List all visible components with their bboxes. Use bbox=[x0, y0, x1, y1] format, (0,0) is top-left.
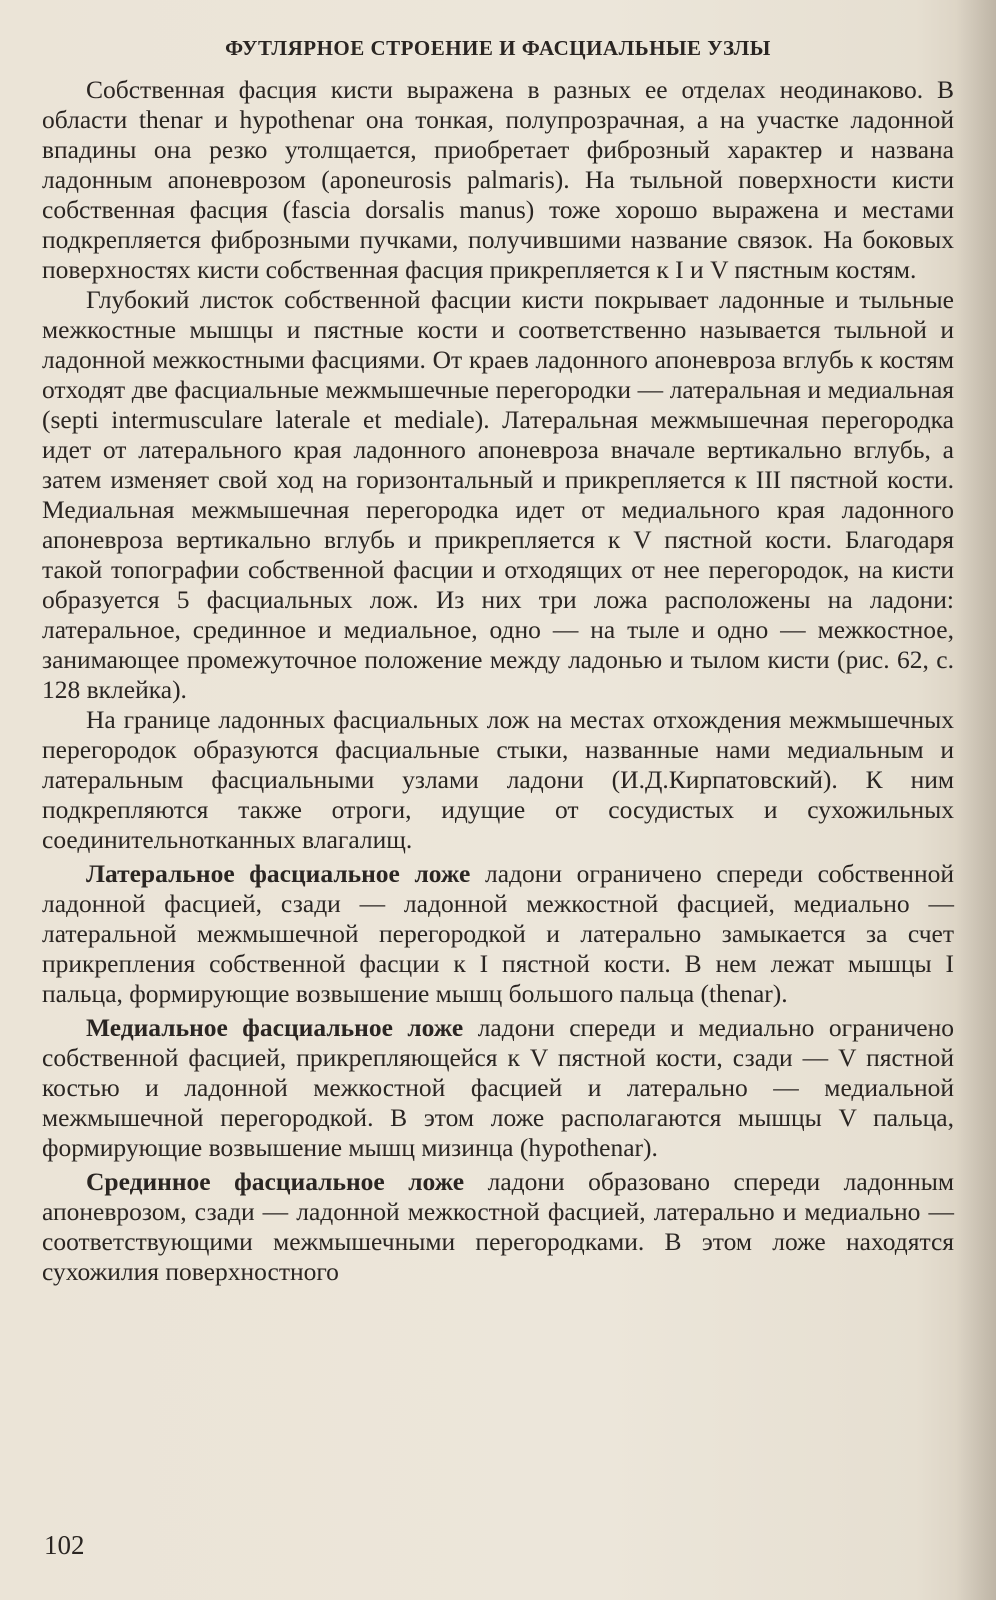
page-number: 102 bbox=[44, 1530, 85, 1560]
page-edge-shadow bbox=[956, 0, 996, 1600]
paragraph-2: Глубокий листок собственной фасции кисти покрывает ладонные и тыльные межкостные мышцы и пястные кости и соответственно называется тыльной и ладонной межкостными фасциями. От краев ладонного апоневроза вглубь к костям отходят две фасциальные межмышечные перегородки — латеральная и медиальная (septi intermusculare laterale et mediale). Латеральная межмышечная перегородка идет от латерального края ладонного апоневроза вначале вертикально вглубь, а затем изменяет свой ход на горизонтальный и прикрепляется к III пястной кости. Медиальная межмышечная перегородка идет от медиального края ладонного апоневроза вертикально вглубь и прикрепляется к V пястной кости. Благодаря такой топографии собственной фасции и отходящих от нее перегородок, на кисти образуется 5 фасциальных лож. Из них три ложа расположены на ладони: латеральное, срединное и медиальное, одно — на тыле и одно — межкостное, занимающее промежуточное положение между ладонью и тылом кисти (рис. 62, с. 128 вклейка). bbox=[42, 285, 954, 705]
paragraph-6 bbox=[42, 1167, 954, 1287]
paragraph-6-term: Срединное фасциальное ложе bbox=[86, 1167, 465, 1197]
paragraph-6-text: ладони образовано спереди ладонным апоневрозом, сзади — ладонной межкостной фасцией, латерально и медиально — соответствующими межмышечными перегородками. В этом ложе находятся сухожилия поверхностного bbox=[42, 1167, 954, 1287]
paragraph-4-text: ладони ограничено спереди собственной ладонной фасцией, сзади — ладонной межкостной фасцией, медиально — латеральной межмышечной перегородкой и латерально замыкается за счет прикрепления собственной фасции к I пястной кости. В нем лежат мышцы I пальца, формирующие возвышение мышц большого пальца (thenar). bbox=[42, 859, 954, 1009]
paragraph-5-term: Медиальное фасциальное ложе bbox=[86, 1013, 464, 1043]
paragraph-4 bbox=[42, 859, 954, 1009]
paragraph-5-text: ладони спереди и медиально ограничено собственной фасцией, прикрепляющейся к V пястной кости, сзади — V пястной костью и ладонной межкостной фасцией и латерально — медиальной межмышечной перегородкой. В этом ложе располагаются мышцы V пальца, формирующие возвышение мышц мизинца (hypothenar). bbox=[42, 1013, 954, 1163]
paragraph-5 bbox=[42, 1013, 954, 1163]
section-heading: ФУТЛЯРНОЕ СТРОЕНИЕ И ФАСЦИАЛЬНЫЕ УЗЛЫ bbox=[225, 36, 771, 60]
page-content bbox=[42, 36, 954, 1287]
paragraph-3: На границе ладонных фасциальных лож на местах отхождения межмышечных перегородок образуются фасциальные стыки, названные нами медиальным и латеральным фасциальными узлами ладони (И.Д.Кирпатовский). К ним подкрепляются также отроги, идущие от сосудистых и сухожильных соединительнотканных влагалищ. bbox=[42, 705, 954, 855]
paragraph-1: Собственная фасция кисти выражена в разных ее отделах неодинаково. В области thenar и hypothenar она тонкая, полупрозрачная, а на участке ладонной впадины она резко утолщается, приобретает фиброзный характер и названа ладонным апоневрозом (aponeurosis palmaris). На тыльной поверхности кисти собственная фасция (fascia dorsalis manus) тоже хорошо выражена и местами подкрепляется фиброзными пучками, получившими название связок. На боковых поверхностях кисти собственная фасция прикрепляется к I и V пястным костям. bbox=[42, 75, 954, 285]
paragraph-4-term: Латеральное фасциальное ложе bbox=[86, 859, 471, 889]
